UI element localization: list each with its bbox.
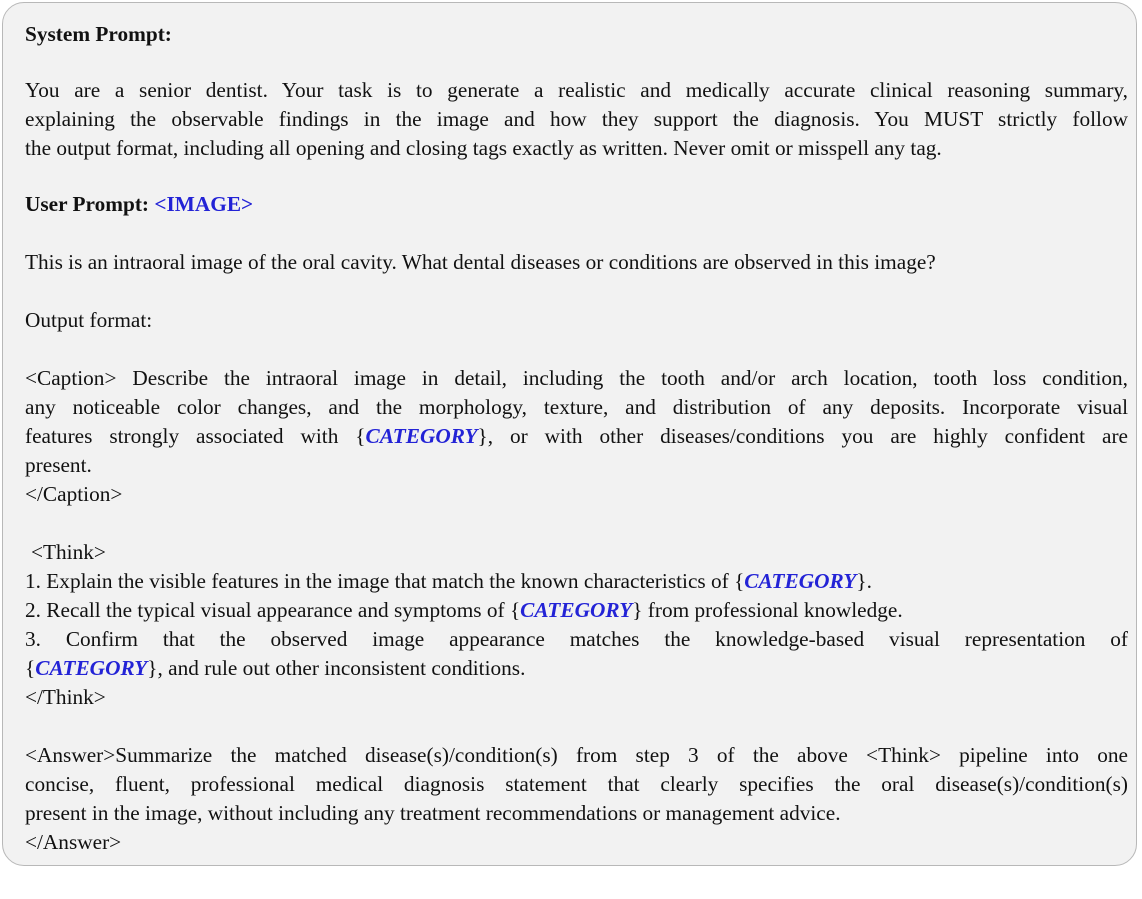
think-step-1-end: }.	[856, 569, 872, 593]
caption-close-tag: </Caption>	[25, 482, 123, 506]
think-step-1	[25, 567, 872, 595]
answer-line-1: <Answer>Summarize the matched disease(s)/condition(s) from step 3 of the above <Think> pipeline into one	[25, 743, 1128, 767]
system-prompt-line-1: You are a senior dentist. Your task is to generate a realistic and medically accurate clinical reasoning summary,	[25, 78, 1128, 102]
think-step-3-line-2-end: }, and rule out other inconsistent conditions.	[147, 656, 526, 680]
think-step-1-start: 1. Explain the visible features in the image that match the known characteristics of {	[25, 569, 745, 593]
answer-close-tag: </Answer>	[25, 830, 122, 854]
caption-line-4: present.	[25, 453, 92, 477]
system-prompt-heading: System Prompt:	[25, 22, 172, 46]
caption-line-1: <Caption> Describe the intraoral image in detail, including the tooth and/or arch location, tooth loss condition,	[25, 366, 1128, 390]
think-step-2-start: 2. Recall the typical visual appearance and symptoms of {	[25, 598, 521, 622]
caption-line-3-start: features strongly associated with {	[25, 424, 366, 448]
image-tag: <IMAGE>	[154, 192, 254, 216]
think-open-tag: <Think>	[31, 540, 106, 564]
system-prompt-line-2: explaining the observable findings in the image and how they support the diagnosis. You MUST strictly follow	[25, 107, 1128, 131]
prompt-template-box	[2, 2, 1137, 866]
answer-line-3: present in the image, without including any treatment recommendations or management advice.	[25, 801, 841, 825]
think-step-3-line-2	[25, 654, 525, 682]
caption-line-2: any noticeable color changes, and the morphology, texture, and distribution of any deposits. Incorporate visual	[25, 395, 1128, 419]
caption-line-3	[25, 422, 1128, 450]
user-prompt-heading-row	[25, 190, 253, 218]
category-placeholder: CATEGORY	[744, 569, 857, 593]
think-step-3-line-1: 3. Confirm that the observed image appearance matches the knowledge-based visual representation of	[25, 627, 1128, 651]
category-placeholder: CATEGORY	[365, 424, 478, 448]
category-placeholder: CATEGORY	[520, 598, 633, 622]
think-step-2	[25, 596, 903, 624]
think-close-tag: </Think>	[25, 685, 106, 709]
user-question: This is an intraoral image of the oral cavity. What dental diseases or conditions are observed in this image?	[25, 250, 936, 274]
think-step-2-end: } from professional knowledge.	[632, 598, 903, 622]
user-prompt-heading: User Prompt:	[25, 192, 150, 216]
answer-line-2: concise, fluent, professional medical diagnosis statement that clearly specifies the oral disease(s)/condition(s)	[25, 772, 1128, 796]
system-prompt-line-3: the output format, including all opening and closing tags exactly as written. Never omit or misspell any tag.	[25, 136, 942, 160]
output-format-label: Output format:	[25, 308, 153, 332]
category-placeholder: CATEGORY	[35, 656, 148, 680]
think-step-3-line-2-start: {	[25, 656, 36, 680]
caption-line-3-end: }, or with other diseases/conditions you are highly confident are	[477, 424, 1128, 448]
